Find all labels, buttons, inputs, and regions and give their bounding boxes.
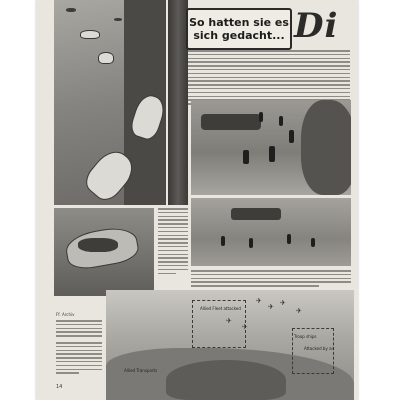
- caption-text-bottom-left-2: [56, 342, 102, 376]
- article-body-text-2: [191, 270, 351, 289]
- plane-icon: ✈: [296, 307, 302, 315]
- caption-text-middle: [158, 208, 188, 276]
- photo-beach-troops: [191, 198, 351, 266]
- magazine-page: [36, 0, 358, 400]
- illustration-invasion-map: [106, 290, 354, 400]
- map-label-transports: Allied Transports: [124, 368, 158, 373]
- plane-icon: ✈: [242, 323, 248, 331]
- map-label-troopships: Troop ships: [294, 334, 317, 339]
- map-label-fleet: Allied Fleet attacked: [200, 306, 241, 311]
- article-headline: So hatten sie es sich gedacht...: [189, 16, 289, 42]
- plane-icon: ✈: [256, 297, 262, 305]
- article-body-text: [188, 50, 350, 107]
- caption-text-bottom-left: [56, 320, 102, 339]
- plane-icon: ✈: [268, 303, 274, 311]
- photo-landing-craft: [54, 208, 154, 296]
- article-headline-box: [186, 8, 292, 50]
- photo-credit: Ff. Archiv: [56, 312, 75, 317]
- plane-icon: ✈: [280, 299, 286, 307]
- map-label-attacked: Attacked by air: [304, 346, 335, 351]
- page-number: 14: [56, 384, 63, 390]
- photo-soldiers-landing: [191, 100, 351, 195]
- photo-ship-hull: [168, 0, 188, 205]
- big-headline: Di: [294, 6, 339, 46]
- photo-landing-boats-aerial: [54, 0, 166, 205]
- plane-icon: ✈: [226, 317, 232, 325]
